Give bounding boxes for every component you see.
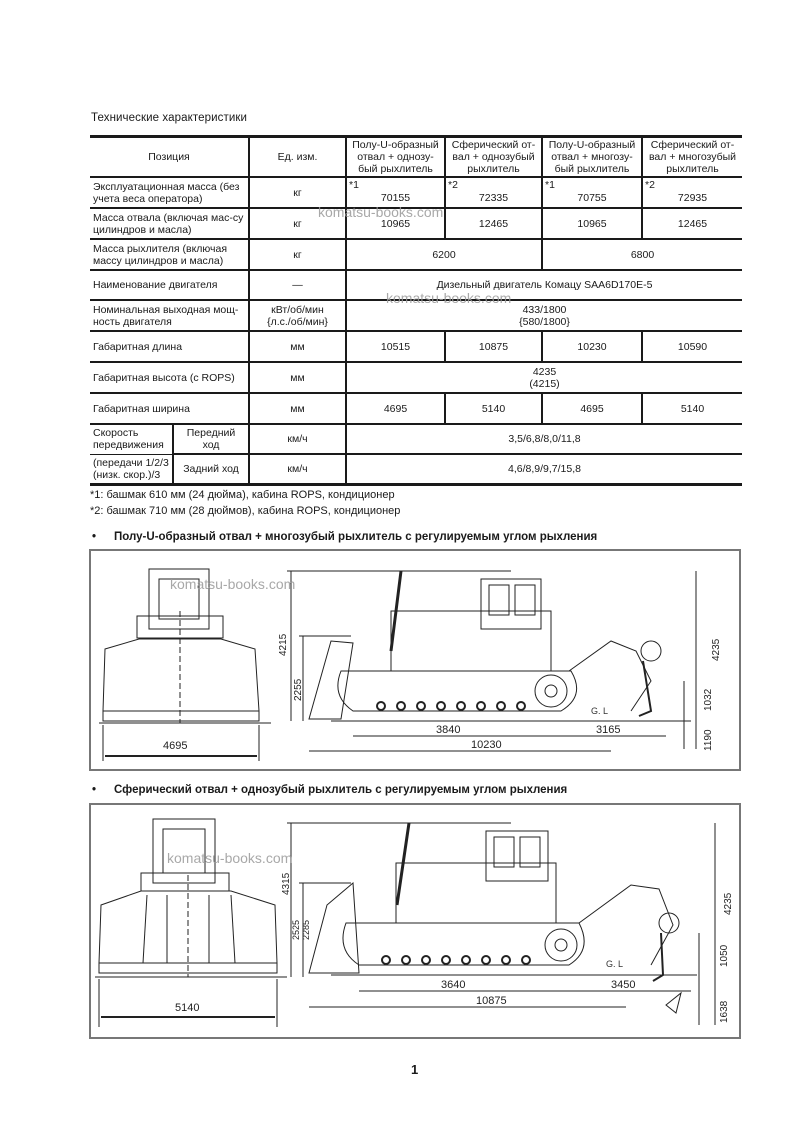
value-cell: 4695 [542,393,642,424]
row-unit: км/ч [249,454,346,484]
value-cell: 10230 [542,331,642,362]
row-label: Наименование двигателя [90,270,249,300]
dim-front-width: 5140 [175,1002,200,1014]
footnote-mark: *1 [349,179,359,191]
row-label: Эксплуатационная масса (без учета веса оператора) [90,177,249,208]
section-heading-2 [92,784,567,796]
value-cell: 5140 [445,393,542,424]
header-col-4: Сферический от-вал + многозубый рыхлитель [642,137,742,178]
row-unit: кг [249,208,346,239]
row-label: Габаритная длина [90,331,249,362]
value-cell: Дизельный двигатель Комацу SAA6D170E-5 [346,270,742,300]
dim-blade-height-2: 2285 [301,919,311,940]
value-cell: 10515 [346,331,445,362]
dim-ripper-depth: 1638 [719,1000,730,1023]
header-col-1: Полу-U-образный отвал + однозу-бый рыхлитель [346,137,445,178]
row-label: Габаритная высота (с ROPS) [90,362,249,393]
dim-blade-height: 2525 [291,919,301,940]
value-cell [542,177,642,208]
row-label: Масса отвала (включая мас-су цилиндров и масла) [90,208,249,239]
footnote-mark: *2 [645,179,655,191]
value-cell: 12465 [642,208,742,239]
row-label: Масса рыхлителя (включая массу цилиндров и масла) [90,239,249,270]
dim-track-length: 3840 [436,724,461,736]
dim-rear-overhang: 3165 [596,724,621,736]
bullet-icon: • [92,784,97,796]
table-row-overall-length [90,331,742,362]
table-row-speed-reverse [90,454,742,484]
row-group-label: Скорость передвижения [90,424,173,454]
value-cell: 10965 [346,208,445,239]
watermark: komatsu-books.com [167,850,293,866]
value-cell: 4695 [346,393,445,424]
value: 72335 [478,192,509,204]
watermark: komatsu-books.com [170,576,296,592]
dim-overall-length: 10875 [476,995,507,1007]
value-cell: 12465 [445,208,542,239]
unit-line: {л.с./об/мин} [267,315,328,328]
value-line: 4235 [532,365,557,378]
table-row-overall-width [90,393,742,424]
value: 70155 [380,192,411,204]
spec-table [90,135,742,486]
dim-ripper-lift: 1050 [719,944,730,967]
watermark: komatsu-books.com [318,204,444,220]
table-row-overall-height [90,362,742,393]
value-cell: 5140 [642,393,742,424]
value-cell: 6200 [346,239,542,270]
page-number: 1 [411,1062,419,1077]
value-cell [642,177,742,208]
dim-total-height-front: 4315 [281,872,292,895]
value-cell: 3,5/6,8/8,0/11,8 [346,424,742,454]
row-unit: мм [249,393,346,424]
dim-ripper-lift: 1032 [703,688,714,711]
table-row-speed-forward [90,424,742,454]
row-unit: кг [249,177,346,208]
section-heading-1 [92,531,597,543]
value-cell: 10875 [445,331,542,362]
dim-overall-length: 10230 [471,739,502,751]
footnote-mark: *2 [448,179,458,191]
drawing-single-shank-ripper [89,803,741,1039]
row-label: Номинальная выходная мощ-ность двигателя [90,300,249,331]
value-cell: 10590 [642,331,742,362]
dozer-drawing-icon [91,805,739,1037]
section-title: Полу-U-образный отвал + многозубый рыхлитель с регулируемым углом рыхления [114,531,598,543]
dim-ripper-depth: 1190 [703,729,714,751]
value-cell [445,177,542,208]
table-header-row [90,137,742,178]
value-cell: 4,6/8,9/9,7/15,8 [346,454,742,484]
value-cell [346,362,742,393]
table-row-ripper-mass [90,239,742,270]
dim-rear-overhang: 3450 [611,979,636,991]
value: 72935 [677,192,708,204]
row-label: Задний ход [173,454,249,484]
row-unit: мм [249,331,346,362]
footnotes [90,487,400,519]
value-line: (4215) [529,377,560,390]
row-unit [249,300,346,331]
value-cell: 6800 [542,239,742,270]
row-group-label: (передачи 1/2/3 (низк. скор.)/3 [90,454,173,484]
dim-height-right: 4235 [723,892,734,915]
row-unit: — [249,270,346,300]
dim-height-right: 4235 [711,638,722,661]
row-label: Габаритная ширина [90,393,249,424]
section-title: Сферический отвал + однозубый рыхлитель с регулируемым углом рыхления [114,784,568,796]
dim-front-width: 4695 [163,740,188,752]
footnote-2: *2: башмак 710 мм (28 дюймов), кабина ROPS, кондиционер [90,505,401,517]
header-position: Позиция [90,137,249,178]
dim-blade-height: 2255 [293,678,304,701]
footnote-1: *1: башмак 610 мм (24 дюйма), кабина ROPS, кондиционер [90,489,395,501]
ground-line-label: G. L [591,706,609,716]
ground-line-label: G. L [606,959,624,969]
dim-total-height-front: 4215 [278,633,289,656]
page-title: Технические характеристики [91,112,248,124]
row-unit: кг [249,239,346,270]
value: 70755 [577,192,607,204]
dim-track-length: 3640 [441,979,466,991]
value-line: 433/1800 [522,303,567,316]
watermark: komatsu-books.com [386,290,512,306]
header-unit: Ед. изм. [249,137,346,178]
bullet-icon: • [92,531,97,543]
header-col-2: Сферический от-вал + однозубый рыхлитель [445,137,542,178]
unit-line: кВт/об/мин [271,303,324,316]
row-label: Передний ход [173,424,249,454]
value-cell: 10965 [542,208,642,239]
footnote-mark: *1 [545,179,555,191]
row-unit: км/ч [249,424,346,454]
value-line: {580/1800} [519,315,570,328]
header-col-3: Полу-U-образный отвал + многозу-бый рыхлитель [542,137,642,178]
row-unit: мм [249,362,346,393]
